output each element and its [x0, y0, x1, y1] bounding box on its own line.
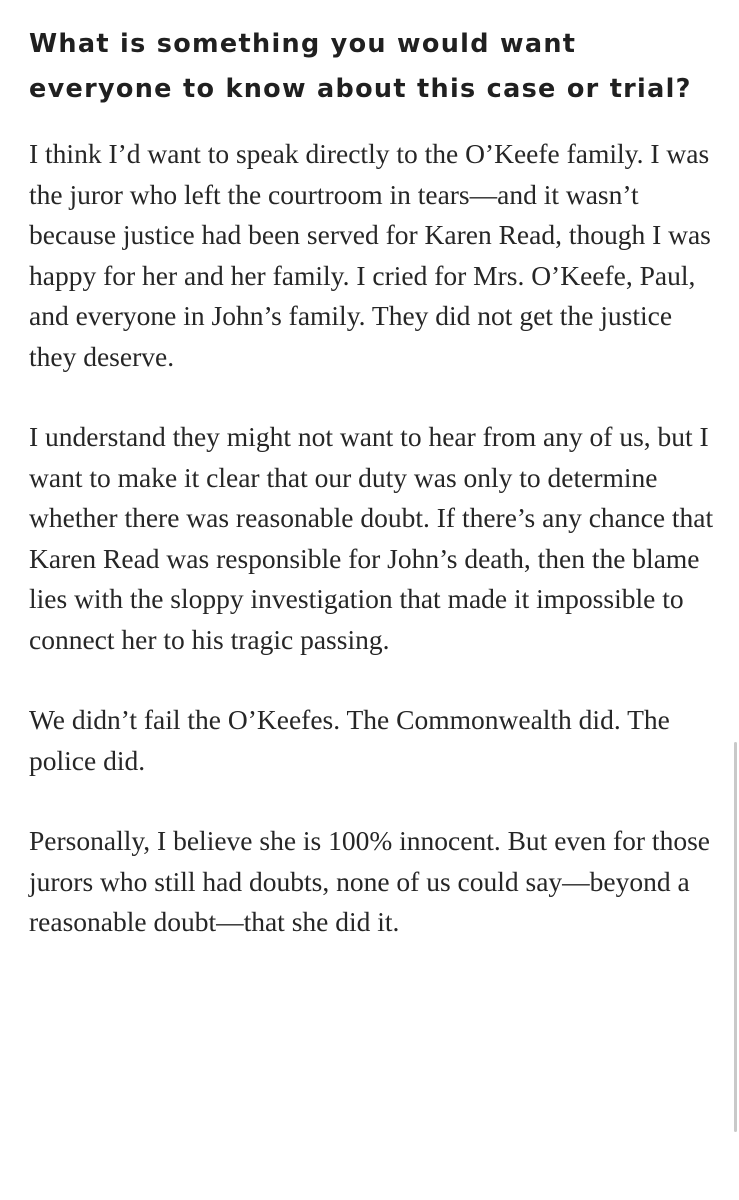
answer-paragraph-1: I think I’d want to speak directly to the O’Keefe family. I was the juror who left the courtroom in tears—and it wasn’t because justice had been served for Karen Read, though I was happy for her and her family. I cried for Mrs. O’Keefe, Paul, and everyone in John’s family. They did not get the justice they deserve.	[29, 138, 711, 372]
interview-question: What is something you would want everyone to know about this case or trial?	[29, 29, 692, 104]
answer-paragraph-4: Personally, I believe she is 100% innocent. But even for those jurors who still had doubts, none of us could say—beyond a reasonable doubt—that she did it.	[29, 825, 710, 937]
answer-paragraph-2: I understand they might not want to hear from any of us, but I want to make it clear that our duty was only to determine whether there was reasonable doubt. If there’s any chance that Karen Read was responsible for John’s death, then the blame lies with the sloppy investigation that made it impossible to connect her to his tragic passing.	[29, 421, 714, 655]
scrollbar-thumb[interactable]	[734, 742, 737, 1132]
answer-paragraph-3: We didn’t fail the O’Keefes. The Commonwealth did. The police did.	[29, 704, 670, 776]
interview-answer	[29, 134, 719, 943]
